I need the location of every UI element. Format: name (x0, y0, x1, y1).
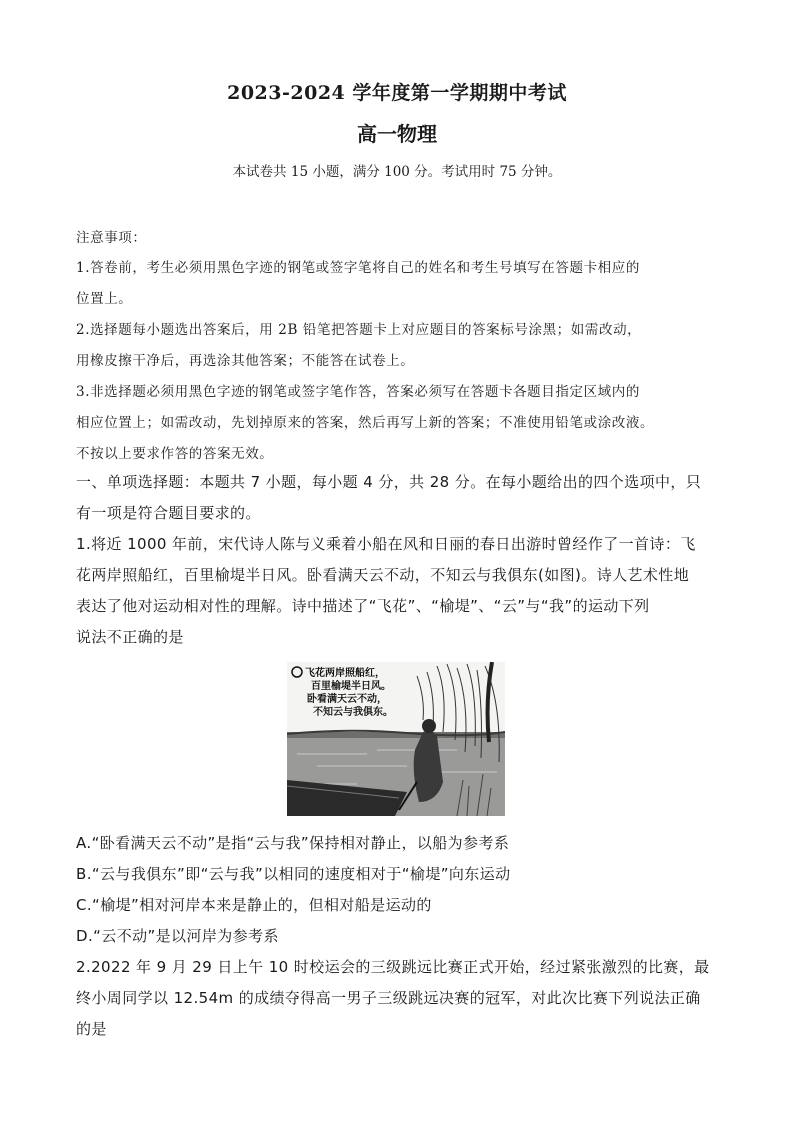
question-stem: 说法不正确的是 (76, 628, 184, 646)
question-stem: 的是 (76, 1020, 107, 1038)
option-b: B.“云与我俱东”即“云与我”以相同的速度相对于“榆堤”向东运动 (76, 865, 511, 883)
exam-title: 2023-2024 学年度第一学期期中考试 (227, 82, 567, 104)
question-stem: 花两岸照船红，百里榆堤半日风。卧看满天云不动，不知云与我俱东(如图)。诗人艺术性地 (76, 566, 690, 584)
poem-line: 百里榆堤半日风。 (311, 681, 391, 692)
poem-illustration (287, 662, 505, 816)
option-d: D.“云不动”是以河岸为参考系 (76, 927, 279, 945)
question-stem: 终小周同学以 12.54m 的成绩夺得高一男子三级跳远决赛的冠军，对此次比赛下列说法正确 (76, 989, 701, 1007)
option-c: C.“榆堤”相对河岸本来是静止的，但相对船是运动的 (76, 896, 432, 914)
exam-subject: 高一物理 (357, 122, 437, 146)
exam-meta: 本试卷共 15 小题，满分 100 分。考试用时 75 分钟。 (232, 164, 562, 180)
question-stem: 表达了他对运动相对性的理解。诗中描述了“飞花”、“榆堤”、“云”与“我”的运动下列 (76, 597, 650, 615)
notes-line: 位置上。 (76, 291, 133, 307)
question-stem: 1.将近 1000 年前，宋代诗人陈与义乘着小船在风和日丽的春日出游时曾经作了一首诗：飞 (76, 535, 696, 553)
option-a: A.“卧看满天云不动”是指“云与我”保持相对静止，以船为参考系 (76, 834, 510, 852)
notes-line: 1.答卷前，考生必须用黑色字迹的钢笔或签字笔将自己的姓名和考生号填写在答题卡相应的 (76, 260, 640, 276)
poem-line: 飞花两岸照船红， (305, 668, 385, 679)
notes-line: 不按以上要求作答的答案无效。 (76, 446, 274, 462)
question-stem: 2.2022 年 9 月 29 日上午 10 时校运会的三级跳远比赛正式开始，经过紧张激烈的比赛，最 (76, 958, 710, 976)
notes-heading: 注意事项： (76, 230, 147, 246)
poem-line: 卧看满天云不动， (307, 694, 387, 705)
section-heading: 有一项是符合题目要求的。 (76, 504, 261, 522)
notes-line: 用橡皮擦干净后，再选涂其他答案；不能答在试卷上。 (76, 353, 415, 369)
notes-line: 2.选择题每小题选出答案后，用 2B 铅笔把答题卡上对应题目的答案标号涂黑；如需改动， (76, 322, 642, 338)
notes-line: 3.非选择题必须用黑色字迹的钢笔或签字笔作答，答案必须写在答题卡各题目指定区域内的 (76, 384, 640, 400)
notes-line: 相应位置上；如需改动，先划掉原来的答案，然后再写上新的答案；不准使用铅笔或涂改液。 (76, 415, 655, 431)
poem-line: 不知云与我俱东。 (313, 707, 393, 718)
section-heading: 一、单项选择题：本题共 7 小题，每小题 4 分，共 28 分。在每小题给出的四个选项中，只 (76, 473, 702, 491)
